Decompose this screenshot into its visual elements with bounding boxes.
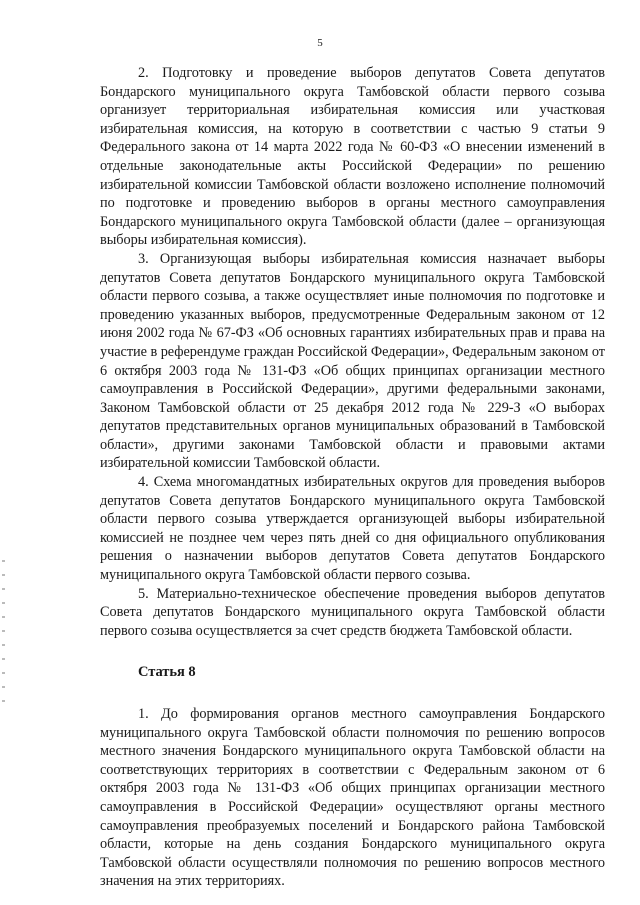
paragraph-4: 4. Схема многомандатных избирательных округов для проведения выборов депутатов Совета депутатов Бондарского муниципального округа Тамбовской области первого созыва утверждается организующей выборы избирательной комиссией не позднее чем через пять дней со дня официального опубликования решения о назначении выборов депутатов Совета депутатов Бондарского муниципального округа Тамбовской области первого созыва. [100, 474, 605, 584]
article-8-paragraph-1: 1. До формирования органов местного самоуправления Бондарского муниципального округа Тамбовской области полномочия по решению вопросов местного значения Бондарского муниципального округа Тамбовской области на соответствующих территориях в соответствии с Федеральным законом от 6 октября 2003 года № 131-ФЗ «Об общих принципах организации местного самоуправления в Российской Федерации» осуществляют органы местного самоуправления преобразуемых поселений и Бондарского района Тамбовской области, которые на день создания Бондарского муниципального округа Тамбовской области осуществляли полномочия по решению вопросов местного значения на этих территориях. [100, 706, 605, 890]
paragraph-3: 3. Организующая выборы избирательная комиссия назначает выборы депутатов Совета депутатов Бондарского муниципального округа Тамбовской области первого созыва, а также осуществляет иные полномочия по подготовке и проведению указанных выборов, предусмотренные Федеральным законом от 12 июня 2002 года № 67-ФЗ «Об основных гарантиях избирательных прав и права на участие в референдуме граждан Российской Федерации», Федеральным законом от 6 октября 2003 года № 131-ФЗ «Об общих принципах организации местного самоуправления в Российской Федерации», другими федеральными законами, Законом Тамбовской области от 25 декабря 2012 года № 229-З «О выборах депутатов представительных органов муниципальных образований в Тамбовской области», другими законами Тамбовской области и правовыми актами избирательной комиссии Тамбовской области. [100, 250, 605, 472]
paragraph-5: 5. Материально-техническое обеспечение проведения выборов депутатов Совета депутатов Бондарского муниципального округа Тамбовской области первого созыва осуществляется за счет средств бюджета Тамбовской области. [100, 585, 605, 639]
page-number: 5 [317, 37, 323, 49]
paragraph-2: 2. Подготовку и проведение выборов депутатов Совета депутатов Бондарского муниципального округа Тамбовской области первого созыва организует территориальная избирательная комиссия или участковая избирательная комиссия, на которую в соответствии с частью 9 статьи 9 Федерального закона от 14 марта 2022 года № 60-ФЗ «О внесении изменений в отдельные законодательные акты Российской Федерации» по решению избирательной комиссии Тамбовской области возложено исполнение полномочий по подготовке и проведению выборов в органы местного самоуправления Бондарского муниципального округа Тамбовской области (далее – организующая выборы избирательная комиссия). [100, 65, 605, 249]
article-heading: Статья 8 [138, 664, 196, 681]
document-body [100, 64, 605, 891]
scan-margin-marks [2, 560, 8, 720]
